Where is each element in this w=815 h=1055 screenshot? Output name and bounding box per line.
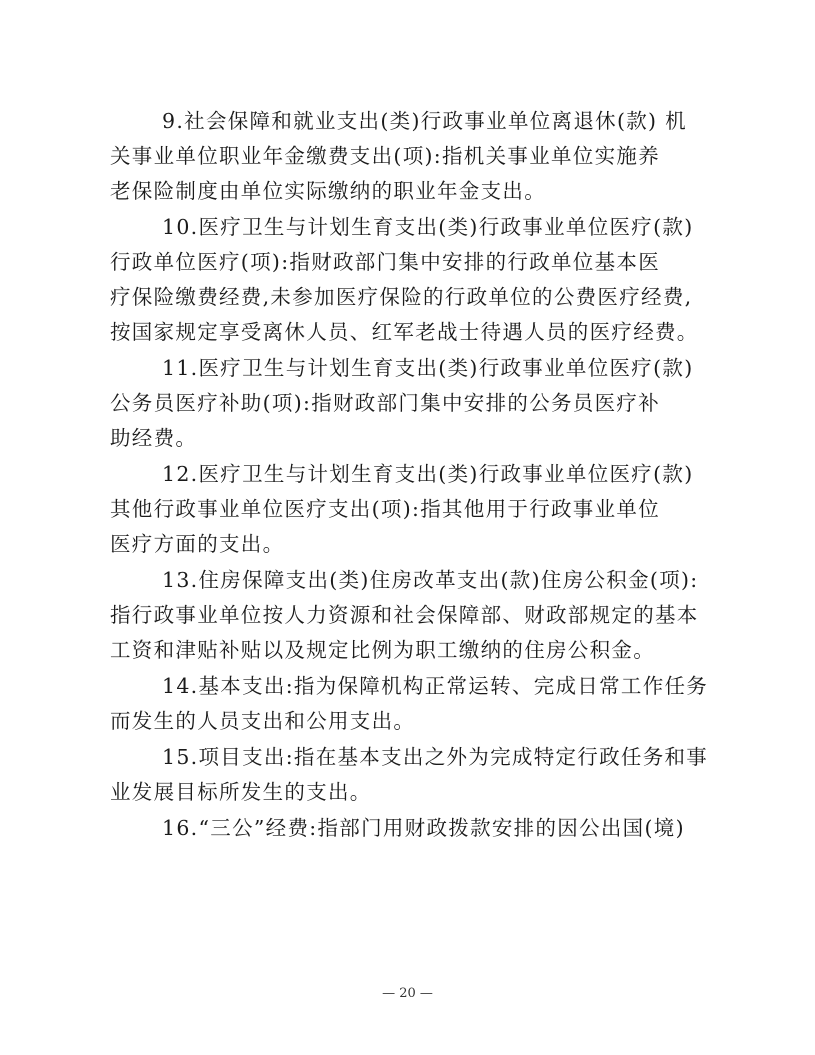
text-line: 12.医疗卫生与计划生育支出(类)行政事业单位医疗(款) [162, 462, 694, 486]
text-line: 10.医疗卫生与计划生育支出(类)行政事业单位医疗(款) [162, 215, 694, 239]
text-line: 关事业单位职业年金缴费支出(项):指机关事业单位实施养 [110, 144, 661, 168]
text-line: 指行政事业单位按人力资源和社会保障部、财政部规定的基本 [110, 603, 699, 627]
paragraph-11 [110, 351, 710, 456]
page-number: — 20 — [382, 986, 433, 1001]
paragraph-10 [110, 210, 710, 350]
paragraph-16 [110, 811, 710, 846]
text-line: 13.住房保障支出(类)住房改革支出(款)住房公积金(项): [162, 568, 699, 592]
text-line: 15.项目支出:指在基本支出之外为完成特定行政任务和事 [162, 745, 709, 769]
text-line: 行政单位医疗(项):指财政部门集中安排的行政单位基本医 [110, 250, 661, 274]
paragraph-15 [110, 740, 710, 810]
text-line: 而发生的人员支出和公用支出。 [110, 709, 416, 733]
text-line: 业发展目标所发生的支出。 [110, 780, 372, 804]
text-line: 公务员医疗补助(项):指财政部门集中安排的公务员医疗补 [110, 391, 661, 415]
text-line: 助经费。 [110, 426, 198, 450]
text-line: 医疗方面的支出。 [110, 532, 285, 556]
text-line: 11.医疗卫生与计划生育支出(类)行政事业单位医疗(款) [162, 356, 694, 380]
text-line: 16.“三公”经费:指部门用财政拨款安排的因公出国(境) [162, 816, 685, 840]
paragraph-13 [110, 563, 710, 668]
text-line: 9.社会保障和就业支出(类)行政事业单位离退休(款) 机 [162, 109, 687, 133]
document-body [110, 104, 710, 846]
text-line: 老保险制度由单位实际缴纳的职业年金支出。 [110, 179, 546, 203]
paragraph-9 [110, 104, 710, 209]
text-line: 14.基本支出:指为保障机构正常运转、完成日常工作任务 [162, 674, 709, 698]
text-line: 其他行政事业单位医疗支出(项):指其他用于行政事业单位 [110, 497, 661, 521]
text-line: 工资和津贴补贴以及规定比例为职工缴纳的住房公积金。 [110, 638, 655, 662]
paragraph-14 [110, 669, 710, 739]
paragraph-12 [110, 457, 710, 562]
text-line: 按国家规定享受离休人员、红军老战士待遇人员的医疗经费。 [110, 320, 699, 344]
text-line: 疗保险缴费经费,未参加医疗保险的行政单位的公费医疗经费, [110, 285, 693, 309]
